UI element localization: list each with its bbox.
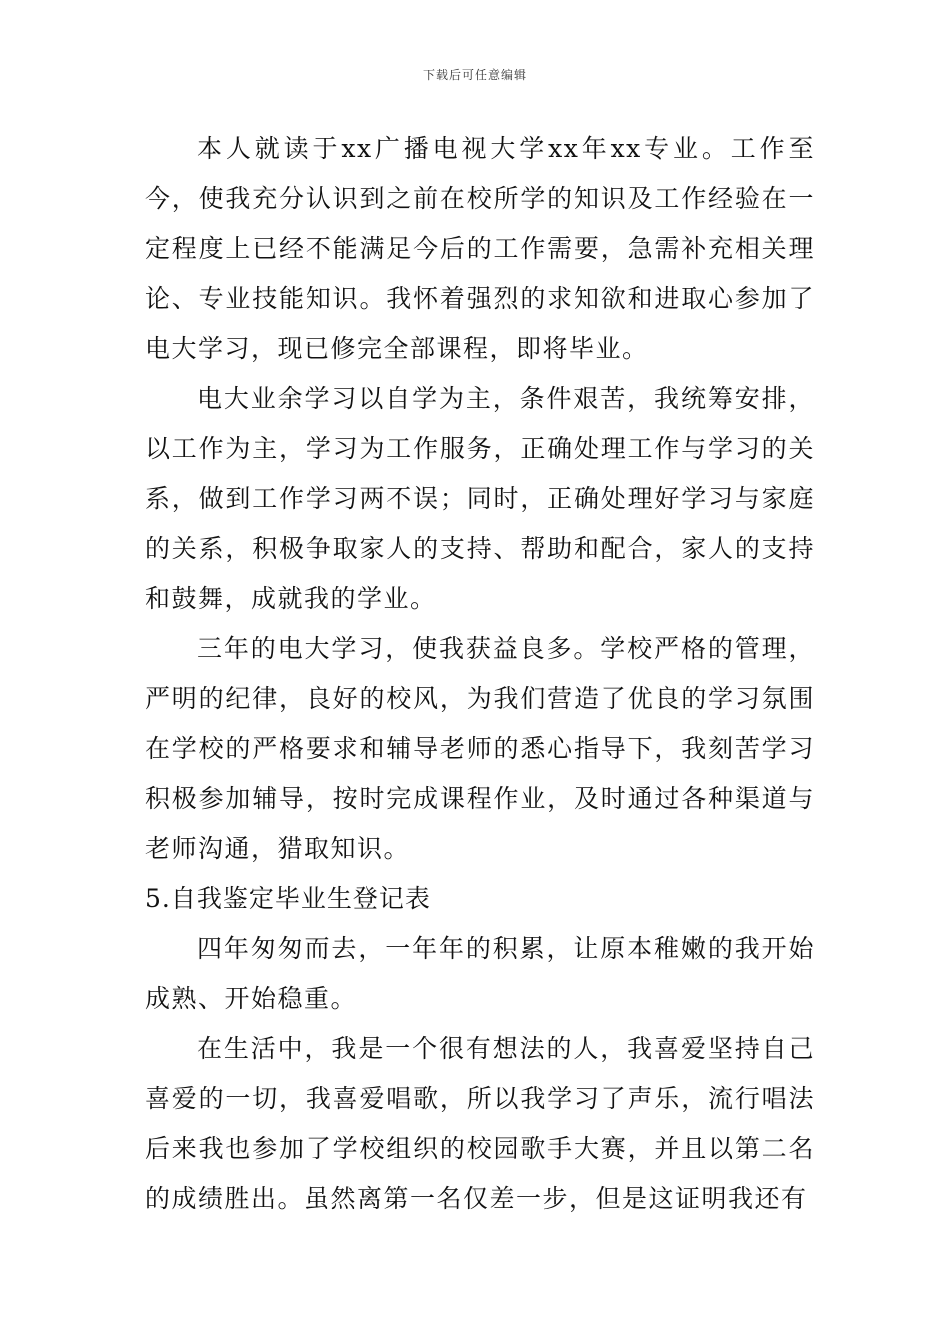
section-paragraph-1: 四年匆匆而去，一年年的积累，让原本稚嫩的我开始成熟、开始稳重。 [145, 934, 815, 1013]
document-body [145, 124, 815, 1224]
page-header: 下载后可任意编辑 [422, 68, 527, 82]
section-heading: 5.自我鉴定毕业生登记表 [145, 884, 431, 913]
paragraph-1: 本人就读于xx广播电视大学xx年xx专业。工作至今，使我充分认识到之前在校所学的知识及工作经验在一定程度上已经不能满足今后的工作需要，急需补充相关理论、专业技能知识。我怀着强烈的求知欲和进取心参加了电大学习，现已修完全部课程，即将毕业。 [145, 134, 815, 363]
section-paragraph-2: 在生活中，我是一个很有想法的人，我喜爱坚持自己喜爱的一切，我喜爱唱歌，所以我学习了声乐，流行唱法后来我也参加了学校组织的校园歌手大赛，并且以第二名的成绩胜出。虽然离第一名仅差一步，但是这证明我还有 [145, 1034, 815, 1213]
paragraph-3: 三年的电大学习，使我获益良多。学校严格的管理，严明的纪律，良好的校风，为我们营造了优良的学习氛围在学校的严格要求和辅导老师的悉心指导下，我刻苦学习积极参加辅导，按时完成课程作业，及时通过各种渠道与老师沟通，猎取知识。 [145, 634, 815, 863]
paragraph-2: 电大业余学习以自学为主，条件艰苦，我统筹安排，以工作为主，学习为工作服务，正确处理工作与学习的关系，做到工作学习两不误；同时，正确处理好学习与家庭的关系，积极争取家人的支持、帮助和配合，家人的支持和鼓舞，成就我的学业。 [145, 384, 815, 613]
